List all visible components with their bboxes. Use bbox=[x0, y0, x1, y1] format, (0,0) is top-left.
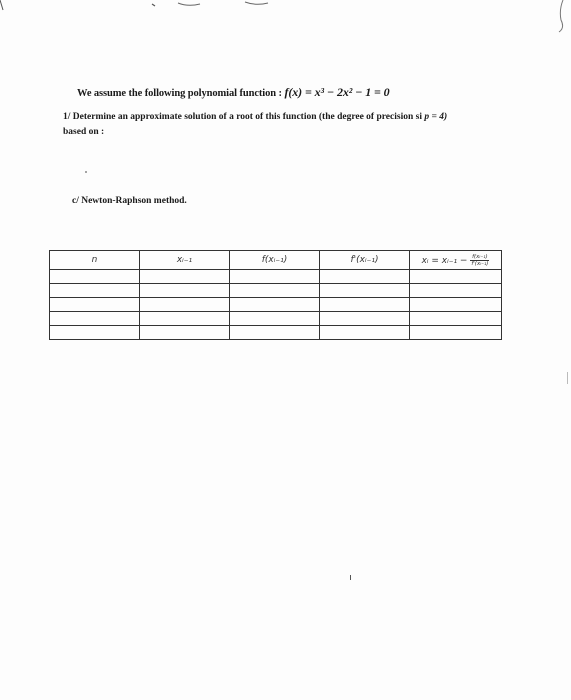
table-cell[interactable] bbox=[410, 326, 502, 340]
question-1-text: 1/ Determine an approximate solution of a root of this function (the degree of precision si bbox=[63, 112, 425, 122]
table-cell[interactable] bbox=[230, 284, 320, 298]
precision-value: p = 4) bbox=[424, 112, 448, 122]
header-x-next bbox=[410, 251, 502, 270]
based-on-label: based on : bbox=[63, 127, 105, 137]
header-x-prev: xᵢ₋₁ bbox=[140, 251, 230, 270]
fraction-numerator: f(xᵢ₋₁) bbox=[472, 253, 488, 260]
table-row bbox=[50, 326, 502, 340]
table-cell[interactable] bbox=[50, 284, 140, 298]
table-cell[interactable] bbox=[320, 312, 410, 326]
table-cell[interactable] bbox=[320, 326, 410, 340]
table-cell[interactable] bbox=[410, 270, 502, 284]
table-cell[interactable] bbox=[230, 270, 320, 284]
newton-raphson-table-wrapper bbox=[49, 250, 502, 340]
table-cell[interactable] bbox=[140, 284, 230, 298]
fraction-denominator: f'(xᵢ₋₁) bbox=[471, 260, 489, 267]
question-1 bbox=[63, 112, 447, 122]
table-cell[interactable] bbox=[50, 298, 140, 312]
top-handwriting-marks bbox=[0, 0, 571, 30]
stray-dot bbox=[85, 171, 87, 173]
function-equation: f(x) = x³ − 2x² − 1 = 0 bbox=[284, 85, 390, 99]
table-cell[interactable] bbox=[140, 270, 230, 284]
header-x-next-fraction bbox=[470, 254, 489, 267]
table-cell[interactable] bbox=[50, 270, 140, 284]
table-row bbox=[50, 298, 502, 312]
table-cell[interactable] bbox=[50, 326, 140, 340]
table-cell[interactable] bbox=[410, 312, 502, 326]
table-cell[interactable] bbox=[230, 326, 320, 340]
edge-shadow-mark bbox=[567, 372, 568, 384]
function-statement bbox=[77, 85, 390, 100]
table-cell[interactable] bbox=[320, 298, 410, 312]
table-cell[interactable] bbox=[410, 284, 502, 298]
corner-handwriting-mark bbox=[551, 0, 571, 35]
table-cell[interactable] bbox=[410, 298, 502, 312]
table-cell[interactable] bbox=[140, 326, 230, 340]
method-label: c/ Newton-Raphson method. bbox=[72, 196, 187, 206]
table-header-row bbox=[50, 251, 502, 270]
table-cell[interactable] bbox=[320, 270, 410, 284]
table-cell[interactable] bbox=[320, 284, 410, 298]
table-cell[interactable] bbox=[50, 312, 140, 326]
header-n: n bbox=[50, 251, 140, 270]
function-intro-text: We assume the following polynomial function : bbox=[77, 88, 285, 99]
header-f-prev: f(xᵢ₋₁) bbox=[230, 251, 320, 270]
newton-raphson-table bbox=[49, 250, 502, 340]
table-cell[interactable] bbox=[140, 298, 230, 312]
table-row bbox=[50, 270, 502, 284]
table-row bbox=[50, 284, 502, 298]
stray-pen-mark bbox=[350, 575, 351, 580]
table-row bbox=[50, 312, 502, 326]
header-fprime-prev: f'(xᵢ₋₁) bbox=[320, 251, 410, 270]
table-cell[interactable] bbox=[140, 312, 230, 326]
table-cell[interactable] bbox=[230, 298, 320, 312]
header-x-next-prefix: xᵢ = xᵢ₋₁ − bbox=[421, 255, 468, 266]
table-cell[interactable] bbox=[230, 312, 320, 326]
